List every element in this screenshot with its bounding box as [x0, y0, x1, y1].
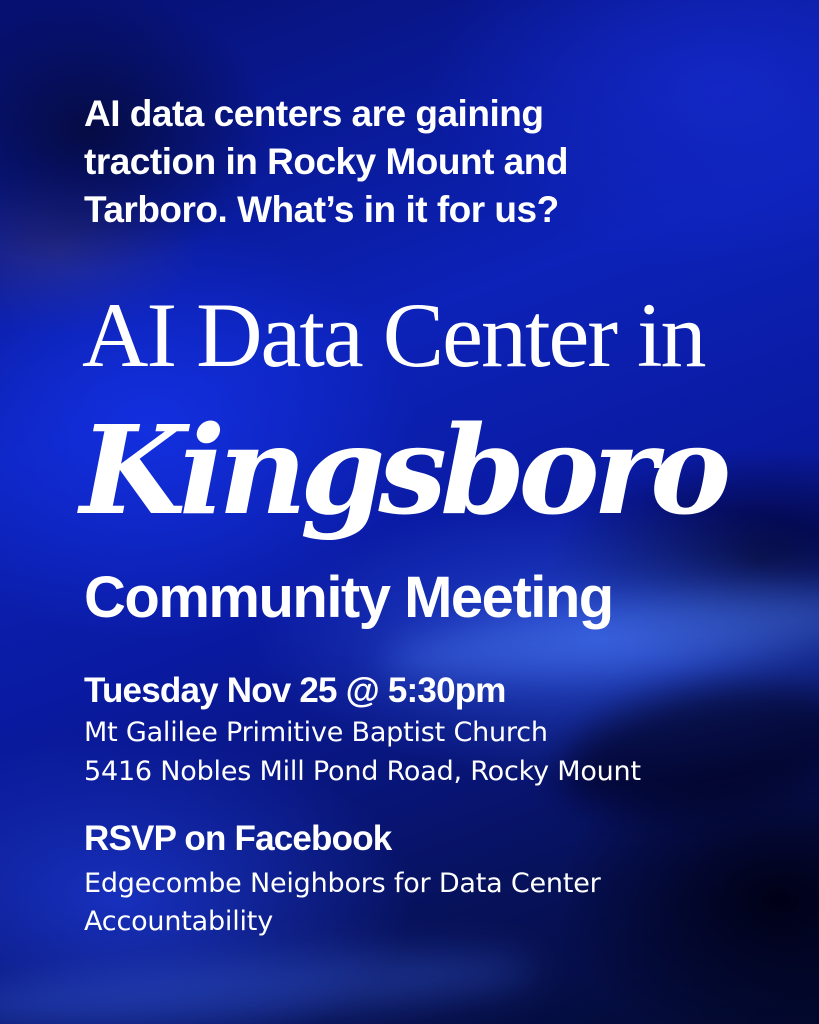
rsvp-heading: RSVP on Facebook [84, 819, 392, 858]
organizer-name-line-1: Edgecombe Neighbors for Data Center [84, 868, 601, 899]
title-line-3: Community Meeting [84, 565, 613, 630]
background-light-streak [0, 939, 541, 1024]
title-line-2: Kingsboro [80, 398, 725, 542]
event-venue: Mt Galilee Primitive Baptist Church [84, 717, 548, 748]
event-date-time: Tuesday Nov 25 @ 5:30pm [84, 671, 506, 710]
intro-text: AI data centers are gaining traction in Rocky Mount and Tarboro. What’s in it for us? [84, 93, 568, 230]
event-address: 5416 Nobles Mill Pond Road, Rocky Mount [84, 756, 641, 787]
title-line-1: AI Data Center in [82, 284, 705, 386]
background-shadow [552, 665, 819, 835]
organizer-name-line-2: Accountability [84, 906, 273, 937]
